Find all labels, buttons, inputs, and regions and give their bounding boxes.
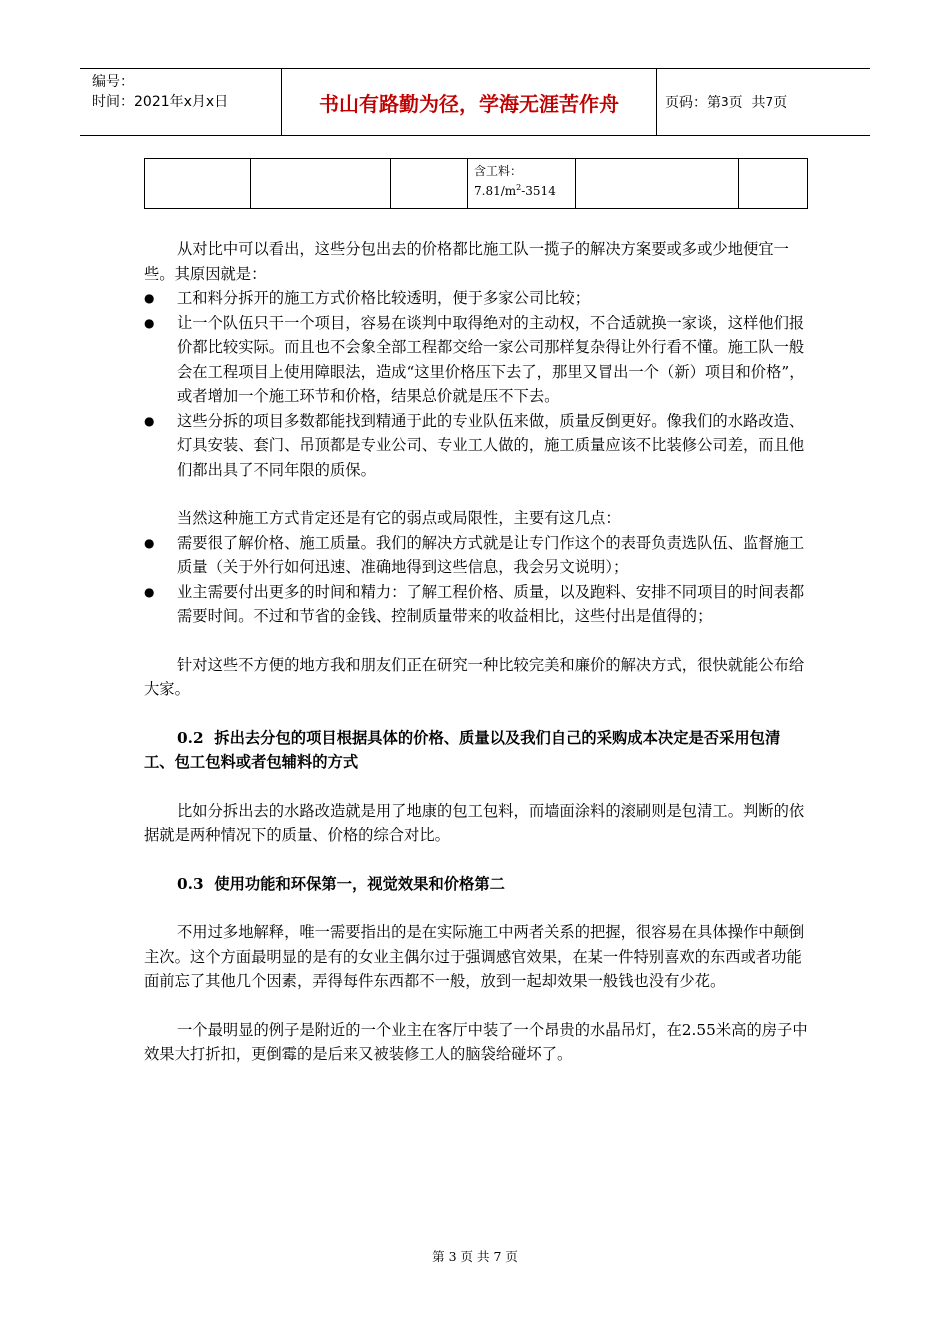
header-page-info — [657, 69, 870, 135]
page-prefix: 页码：第 — [665, 95, 721, 111]
section-0-3-paragraph-1: 不用过多地解释，唯一需要指出的是在实际施工中两者关系的把握，很容易在具体操作中颠倒主次。这个方面最明显的是有的女业主偶尔过于强调感官效果，在某一件特别喜欢的东西或者功能面前忘了其他几个因素，弄得每件东西都不一般，放到一起却效果一般钱也没有少花。 — [144, 923, 805, 990]
list-item: ● 工和料分拆开的施工方式价格比较透明，便于多家公司比较； — [144, 286, 810, 311]
page-middle: 页 共 — [728, 95, 766, 111]
section-title: 拆出去分包的项目根据具体的价格、质量以及我们自己的采购成本决定是否采用包清工、包工包料或者包辅料的方式 — [144, 728, 781, 771]
document-body — [144, 237, 810, 1067]
continued-price-table — [144, 158, 808, 209]
reasons-list — [144, 286, 810, 482]
table-row — [145, 159, 808, 209]
list-item: ● 让一个队伍只干一个项目，容易在谈判中取得绝对的主动权，不合适就换一家谈，这样他们报价都比较实际。而且也不会象全部工程都交给一家公司那样复杂得让外行看不懂。施工队一般会在工程项目上使用障眼法，造成“这里价格压下去了，那里又冒出一个（新）项目和价格”，或者增加一个施工环节和价格，结果总价就是压不下去。 — [144, 311, 810, 409]
page-total: 7 — [765, 95, 774, 109]
page-header — [80, 68, 870, 136]
table-cell — [391, 159, 468, 209]
outlook-paragraph: 针对这些不方便的地方我和朋友们正在研究一种比较完美和廉价的解决方式，很快就能公布给大家。 — [144, 655, 805, 698]
section-number: 0.2 — [177, 728, 204, 747]
section-title: 使用功能和环保第一，视觉效果和价格第二 — [214, 874, 505, 893]
document-date: 时间：2021年x月x日 — [92, 94, 229, 110]
header-meta — [80, 69, 282, 135]
document-number-label: 编号： — [92, 74, 134, 90]
table-cell-material-cost — [468, 159, 576, 209]
section-number: 0.3 — [177, 874, 204, 893]
page-suffix: 页 — [773, 95, 788, 111]
table-cell — [251, 159, 391, 209]
intro-paragraph: 从对比中可以看出，这些分包出去的价格都比施工队一揽子的解决方案要或多或少地便宜一些。其原因就是： — [144, 240, 789, 283]
section-0-3-paragraph-2: 一个最明显的例子是附近的一个业主在客厅中装了一个昂贵的水晶吊灯，在2.55米高的房子中效果大打折扣，更倒霉的是后来又被装修工人的脑袋给碰坏了。 — [144, 1020, 808, 1063]
page-current: 3 — [721, 95, 729, 109]
page-footer: 第 3 页 共 7 页 — [432, 1249, 518, 1264]
header-motto: 书山有路勤为径，学海无涯苦作舟 — [282, 69, 657, 135]
limits-list — [144, 531, 810, 629]
table-cell — [739, 159, 808, 209]
section-0-2-paragraph: 比如分拆出去的水路改造就是用了地康的包工包料，而墙面涂料的滚刷则是包清工。判断的依据就是两种情况下的质量、价格的综合对比。 — [144, 801, 805, 844]
table-cell — [145, 159, 251, 209]
list-item: ● 需要很了解价格、施工质量。我们的解决方式就是让专门作这个的表哥负责选队伍、监督施工质量（关于外行如何迅速、准确地得到这些信息，我会另文说明）； — [144, 531, 810, 580]
list-item: ● 这些分拆的项目多数都能找到精通于此的专业队伍来做，质量反倒更好。像我们的水路改造、灯具安装、套门、吊顶都是专业公司、专业工人做的，施工质量应该不比装修公司差，而且他们都出具了不同年限的质保。 — [144, 409, 810, 483]
table-cell — [576, 159, 739, 209]
material-value: $7.81/m^2-3514$ — [474, 183, 556, 198]
section-heading-0-3 — [144, 872, 810, 897]
section-heading-0-2 — [144, 726, 810, 775]
material-label: 含工料： — [474, 164, 523, 178]
limits-intro-paragraph: 当然这种施工方式肯定还是有它的弱点或局限性，主要有这几点： — [177, 509, 621, 527]
list-item: ● 业主需要付出更多的时间和精力：了解工程价格、质量，以及跑料、安排不同项目的时间表都需要时间。不过和节省的金钱、控制质量带来的收益相比，这些付出是值得的； — [144, 580, 810, 629]
